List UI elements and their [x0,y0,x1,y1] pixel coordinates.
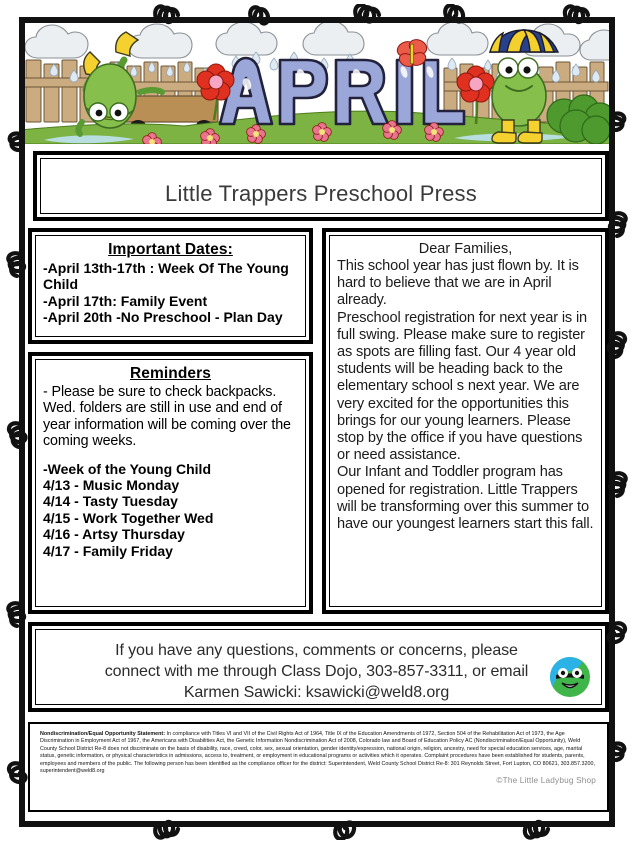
letter-paragraph: This school year has just flown by. It is hard to believe that we are in April already. [337,258,579,309]
contact-line-2: connect with me through Class Dojo, 303-857-3311, or email [104,663,529,680]
reminders-spacer [43,450,298,461]
letter-greeting: Dear Families, [418,241,513,257]
reminders-box [28,352,313,614]
important-dates-heading: Important Dates: [108,241,233,258]
week-schedule-item: 4/13 - Music Monday [43,477,180,494]
week-schedule-item: 4/15 - Work Together Wed [43,509,214,526]
newsletter-title-box [33,151,609,221]
week-schedule-item: 4/17 - Family Friday [43,542,173,559]
nondiscrimination-statement-box [28,722,609,812]
family-letter-box [322,228,609,614]
publisher-credit: ©The Little Ladybug Shop [496,776,596,786]
reminders-heading: Reminders [129,365,211,382]
important-dates-box [28,228,313,344]
legal-body: In compliance with Titles VI and VII of the Civil Rights Act of 1964, Title IX of the Education Amendments of 1972, Section 504 of the Rehabilitation Act of 1973, the Age Discrimination in Employment Act of 1967, the Americans with Disabilities Act, the Genetic Information Nondiscrimination Act of 2008, Colorado law and Board of Education Policy AC (Nondiscrimination/Equal Opportunity), Weld County School District Re-8 does not discriminate on the basis of disability, race, creed, color, sex, sexual orientation, gender identity/expression, national origin, religion, ancestry, need for special education services, age, marital status, genetic information, or physical characteristics in admissions, access to, treatment, or employment in educational programs or activities which it operates. Complaint procedures have been established for students, parents, employees and members of the public. The following person has been identified as the compliance officer for the district: Superintendent, Weld County School District Re-8: 301 Reynolds Street, Fort Lupton, CO 80621, 303.857.3200, superintendent@weld8.org [40,731,596,775]
week-schedule-item: 4/16 - Artsy Thursday [43,526,185,543]
week-schedule-item: 4/14 - Tasty Tuesday [43,493,178,510]
week-of-young-child-heading: -Week of the Young Child [43,460,211,477]
important-date-item: -April 17th: Family Event [43,292,208,309]
legal-label: Nondiscrimination/Equal Opportunity Statement: [40,731,166,737]
important-date-item: -April 13th-17th : Week Of The Young Child [43,260,289,293]
contact-line-3: Karmen Sawicki: ksawicki@weld8.org [183,684,450,701]
contact-line-1: If you have any questions, comments or concerns, please [115,642,518,659]
reminders-paragraph: - Please be sure to check backpacks. Wed. folders are still in use and end of year information will be coming over the coming weeks. [43,384,291,450]
contact-text [36,630,601,703]
april-banner [24,12,610,144]
important-date-item: -April 20th -No Preschool - Plan Day [43,309,283,326]
class-dojo-monster-icon [548,655,592,699]
letter-paragraph: Preschool registration for next year is in full swing. Please make sure to register as spots are filling fast. Our 4 year old students will be heading back to the elementary school s next year. We are very excited for the opportunities this brings for our young learners. Please stop by the office if you have questions or need assistance. [337,309,588,464]
contact-box [28,622,609,712]
letter-paragraph: Our Infant and Toddler program has opened for registration. Little Trappers will be transforming over this summer to have our youngest learners start this fall. [337,464,594,533]
legal-text [32,726,605,775]
page-title: Little Trappers Preschool Press [165,181,477,206]
